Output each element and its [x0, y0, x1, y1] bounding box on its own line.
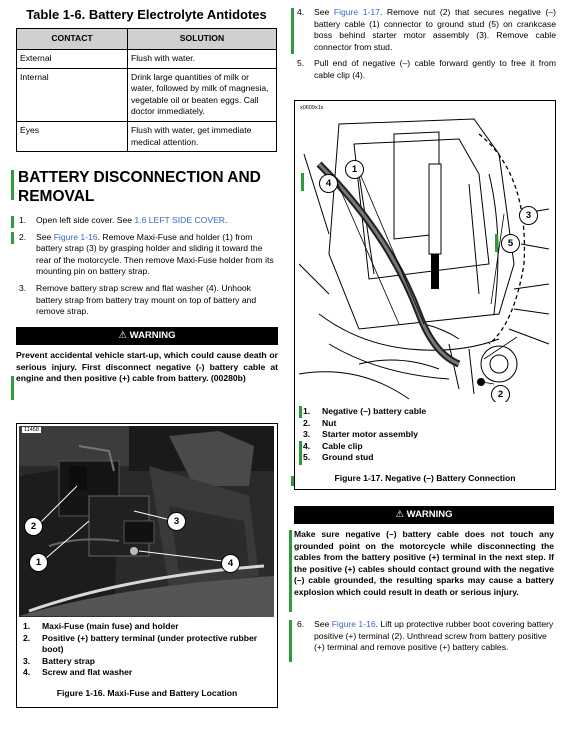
legend-number: 3. — [23, 655, 31, 666]
legend-text: Cable clip — [322, 440, 363, 451]
callout-1: 1 — [29, 553, 48, 572]
table-title: Table 1-6. Battery Electrolyte Antidotes — [26, 7, 267, 22]
warning-triangle-icon: ⚠ — [395, 509, 404, 520]
link-left-side-cover[interactable]: 1.6 LEFT SIDE COVER — [134, 215, 226, 225]
legend-item — [300, 441, 550, 453]
column-header-contact: CONTACT — [17, 29, 128, 50]
step-text: . Lift up protective rubber boot covering battery positive (+) terminal (2). Unthread screw from battery positive (+) terminal and remove positive (+) battery cables. — [314, 619, 554, 653]
callout-4: 4 — [319, 174, 338, 193]
table-cell-contact: Eyes — [17, 121, 128, 151]
table-cell-contact: External — [17, 50, 128, 69]
callout-3: 3 — [519, 206, 538, 225]
list-item — [294, 619, 554, 654]
change-bar — [11, 376, 14, 400]
legend-text: Nut — [322, 417, 337, 428]
callout-2: 2 — [24, 517, 43, 536]
legend-number: 1. — [303, 406, 311, 416]
step-text: Open left side cover. See — [36, 215, 135, 225]
link-figure-1-17[interactable]: Figure 1-17 — [333, 7, 380, 17]
legend-number: 1. — [23, 621, 31, 631]
step-text: Pull end of negative (–) cable forward gently to free it from cable clip (4). — [314, 58, 556, 80]
callout-4: 4 — [221, 554, 240, 573]
table-cell-contact: Internal — [17, 68, 128, 121]
battery-photo — [19, 426, 274, 617]
step-text: See — [36, 231, 54, 242]
legend-item — [300, 406, 550, 418]
photo-id: x0609x1x — [300, 105, 324, 111]
step-text: . Remove Maxi-Fuse and holder (1) from battery strap (3) by grasping holder and sliding it toward the rear of the motorcycle. Then remove Maxi-Fuse holder from its mounting pin on battery strap. — [36, 231, 274, 277]
legend-item — [20, 633, 272, 656]
list-item — [16, 232, 278, 278]
figure-1-16-box — [16, 423, 278, 708]
legend-item — [20, 667, 272, 679]
legend-text: Negative (–) battery cable — [322, 406, 427, 416]
legend-item — [300, 452, 550, 464]
section-title-line2: REMOVAL — [18, 188, 95, 205]
step-number: 3. — [19, 282, 27, 293]
change-bar — [11, 232, 14, 244]
step-text: See — [314, 7, 334, 17]
battery-cable-drawing — [299, 114, 551, 402]
warning-triangle-icon: ⚠ — [118, 330, 127, 341]
table-header-row — [17, 29, 277, 50]
photo-id: 11458 — [24, 427, 39, 433]
section-title-line1: BATTERY DISCONNECTION AND — [18, 169, 261, 186]
list-item — [294, 58, 556, 81]
figure-1-16-legend — [20, 621, 272, 679]
link-figure-1-16[interactable]: Figure 1-16 — [53, 231, 98, 242]
callout-3: 3 — [167, 512, 186, 531]
step-number: 1. — [19, 215, 27, 225]
figure-1-17-caption: Figure 1-17. Negative (–) Battery Connection — [334, 473, 516, 483]
callout-2: 2 — [491, 385, 510, 402]
table-row — [17, 68, 277, 121]
list-item — [16, 215, 278, 227]
warning-banner — [294, 506, 554, 524]
link-figure-1-16[interactable]: Figure 1-16 — [331, 619, 376, 629]
procedure-step-6 — [294, 619, 554, 659]
legend-text: Starter motor assembly — [322, 429, 418, 440]
battery-illustration — [19, 426, 274, 617]
legend-item — [20, 621, 272, 633]
figure-1-16-caption: Figure 1-16. Maxi-Fuse and Battery Location — [56, 688, 238, 698]
warning-text: Prevent accidental vehicle start-up, which could cause death or serious injury. First disconnect negative (-) battery cable at engine and then positive (+) cable from battery. (00280b) — [16, 350, 278, 384]
callout-1: 1 — [345, 160, 364, 179]
table-row — [17, 50, 277, 69]
step-text: Remove battery strap screw and flat washer (4). Unhook battery strap from battery tray mount on top of battery and remove strap. — [36, 282, 257, 317]
legend-item — [300, 418, 550, 430]
step-text: . Remove nut (2) that secures negative (–) battery cable (1) connector to ground stud (5) on crankcase boss behind starter motor assembly (3). Remove cable connector from stud. — [314, 7, 556, 52]
warning-label: WARNING — [129, 330, 176, 341]
change-bar — [289, 620, 292, 662]
table-cell-solution: Drink large quantities of milk or water, followed by milk of magnesia, vegetable oil or beaten eggs. Call doctor immediately. — [128, 68, 277, 121]
legend-text: Battery strap — [42, 655, 96, 666]
step-text: See — [314, 619, 332, 629]
step-text: . — [225, 215, 228, 225]
procedure-steps-left — [16, 215, 278, 323]
legend-number: 2. — [303, 417, 311, 428]
section-title — [18, 168, 280, 206]
step-number: 2. — [19, 231, 27, 242]
change-bar — [495, 234, 498, 252]
change-bar — [11, 170, 14, 200]
legend-number: 3. — [303, 429, 311, 440]
change-bar — [11, 216, 14, 228]
step-number: 5. — [297, 58, 305, 69]
table-cell-solution: Flush with water. — [128, 50, 277, 69]
change-bar — [301, 173, 304, 191]
column-header-solution: SOLUTION — [128, 29, 277, 50]
legend-item — [20, 656, 272, 668]
procedure-steps-right — [294, 7, 556, 87]
legend-item — [300, 429, 550, 441]
step-number: 4. — [297, 7, 305, 17]
figure-1-17-box — [294, 100, 556, 490]
step-number: 6. — [297, 619, 305, 629]
change-bar — [291, 476, 294, 486]
legend-text: Maxi-Fuse (main fuse) and holder — [42, 621, 179, 631]
warning-label: WARNING — [406, 509, 453, 520]
legend-number: 2. — [23, 632, 31, 643]
cable-line-drawing — [299, 114, 551, 402]
table-cell-solution: Flush with water, get immediate medical attention. — [128, 121, 277, 151]
legend-number: 4. — [303, 440, 311, 451]
legend-text: Screw and flat washer — [42, 667, 133, 678]
list-item — [294, 7, 556, 53]
warning-banner — [16, 327, 278, 345]
legend-text: Ground stud — [322, 452, 374, 463]
legend-number: 5. — [303, 452, 311, 463]
antidote-table — [16, 28, 277, 152]
change-bar — [289, 530, 292, 612]
legend-number: 4. — [23, 667, 31, 678]
list-item — [16, 283, 278, 318]
warning-text: Make sure negative (–) battery cable does not touch any grounded point on the motorcycle while disconnecting the cables from the battery positive (+) terminal in the next step. If the positive (+) cables should contact ground with the negative (–) cable grounded, the resulting sparks may cause a battery explosion which could result in death or serious injury. — [294, 529, 554, 597]
figure-1-17-legend — [300, 406, 550, 464]
legend-text: Positive (+) battery terminal (under protective rubber boot) — [42, 632, 258, 655]
callout-5: 5 — [501, 234, 520, 253]
table-row — [17, 121, 277, 151]
